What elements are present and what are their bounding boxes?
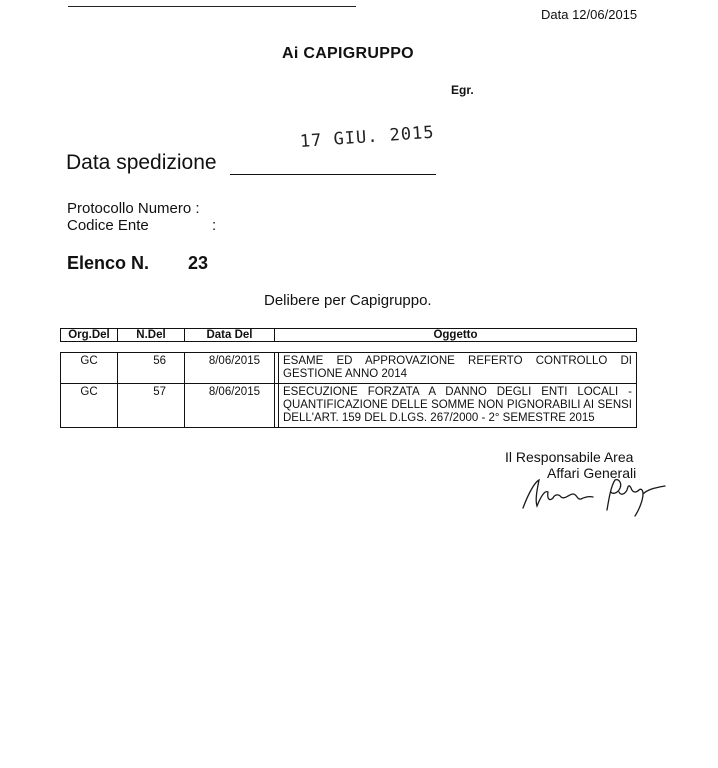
row-number: 57: [118, 384, 185, 427]
header-data-del: Data Del: [185, 329, 275, 341]
shipment-date-line: [230, 174, 436, 175]
entity-code-label: Codice Ente: [67, 217, 149, 234]
table-header: [60, 328, 637, 342]
shipment-date-label: Data spedizione: [66, 151, 217, 174]
list-label: Elenco N.: [67, 253, 150, 273]
signatory-role-line1: Il Responsabile Area: [505, 449, 634, 465]
row-date: 8/06/2015: [185, 353, 275, 383]
entity-code-separator: :: [212, 217, 217, 234]
deliberation-table: [60, 352, 637, 428]
row-subject: ESAME ED APPROVAZIONE REFERTO CONTROLLO DI GESTIONE ANNO 2014: [278, 353, 636, 383]
table-row: [61, 384, 636, 427]
row-org: GC: [61, 353, 118, 383]
protocol-number-label: Protocollo Numero :: [67, 200, 200, 217]
shipment-date-stamp: 17 GIU. 2015: [299, 122, 436, 152]
header-org-del: Org.Del: [61, 329, 118, 341]
top-rule: [68, 6, 356, 7]
document-subtitle: Delibere per Capigruppo.: [264, 292, 432, 309]
row-org: GC: [61, 384, 118, 427]
table-row: [61, 353, 636, 384]
header-oggetto: Oggetto: [433, 329, 478, 341]
handwritten-signature: [515, 470, 675, 520]
list-number: 23: [188, 253, 209, 273]
salutation: Egr.: [451, 83, 474, 97]
row-subject: ESECUZIONE FORZATA A DANNO DEGLI ENTI LOCALI - QUANTIFICAZIONE DELLE SOMME NON PIGNORABILI AI SENSI DELL'ART. 159 DEL D.LGS. 267/2000 - 2° SEMESTRE 2015: [278, 384, 636, 427]
row-number: 56: [118, 353, 185, 383]
header-n-del: N.Del: [118, 329, 185, 341]
recipient-heading: Ai CAPIGRUPPO: [282, 45, 414, 62]
signatory-role-line2: Affari Generali: [547, 465, 637, 481]
document-date: Data 12/06/2015: [541, 7, 638, 22]
row-date: 8/06/2015: [185, 384, 275, 427]
